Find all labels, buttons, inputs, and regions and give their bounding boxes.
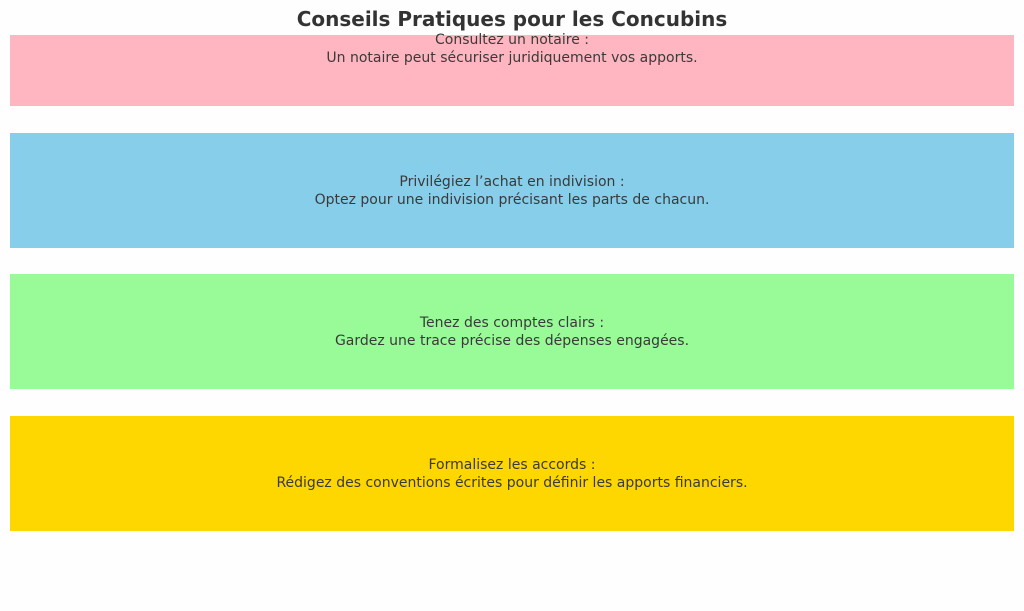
tip-content xyxy=(326,31,697,67)
tip-text: Un notaire peut sécuriser juridiquement vos apports. xyxy=(326,50,698,66)
tip-text: Gardez une trace précise des dépenses engagées. xyxy=(334,332,690,349)
tip-box-comptes xyxy=(10,274,1014,389)
tip-heading: Formalisez les accords : xyxy=(428,456,596,473)
tip-text: Rédigez des conventions écrites pour définir les apports financiers. xyxy=(276,474,748,491)
tip-text: Optez pour une indivision précisant les parts de chacun. xyxy=(314,191,710,208)
tip-content xyxy=(315,173,710,209)
tip-heading: Consultez un notaire : xyxy=(435,32,589,48)
diagram-title: Conseils Pratiques pour les Concubins xyxy=(296,7,728,31)
tip-box-accords xyxy=(10,416,1014,531)
tip-content xyxy=(276,456,747,492)
tip-content xyxy=(335,314,689,350)
tip-heading: Privilégiez l’achat en indivision : xyxy=(399,173,625,190)
tip-box-indivision xyxy=(10,133,1014,248)
tip-box-notaire xyxy=(10,32,1014,106)
tip-heading: Tenez des comptes clairs : xyxy=(419,314,605,331)
